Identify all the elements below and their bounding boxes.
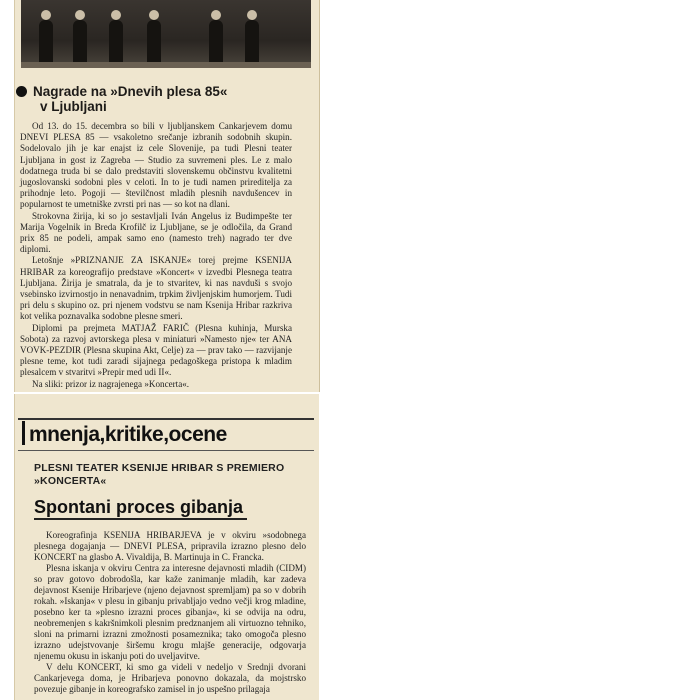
bullet-icon	[16, 86, 27, 97]
stage-floor	[21, 62, 311, 68]
article1-paragraph: Letošnje »PRIZNANJE ZA ISKANJE« torej prejme KSENIJA HRIBAR za koreografijo predstave »Koncert« v izvedbi Plesnega teatra Ljubljana. Žirija je smatrala, da je to stvaritev, ki nas navduši s svojo vsebinsko izvirnostjo in nenavadnim, trpkim življenjskim humorjem. Tudi pri delu s skupino oz. pri njenem vodstvu se nam Ksenija Hribar razkriva kot velika poznavalka sodobne plesne smeri.	[20, 255, 292, 322]
dance-photo	[21, 0, 311, 68]
headline-line2: v Ljubljani	[40, 99, 107, 114]
dancer-figure	[39, 20, 53, 64]
headline-line1: Nagrade na »Dnevih plesa 85«	[33, 84, 228, 99]
dancer-figure	[109, 20, 123, 64]
article2-paragraph: Plesna iskanja v okviru Centra za interesne dejavnosti mladih (CIDM) so prav gotovo dobrodošla, kar kaže zanimanje mladih, kar zadeva dejavnost Ksenije Hribarjeve (njeno dejavnost spremljam) pa so v dobrih rokah. »Iskanja« v plesu in gibanju privabljajo vedno večji krog mladine, posebno ker ta »plesno izrazni proces gibanja«, ki se odvija na odru, neobremenjen s kakršnimkoli plesnim predznanjem ali virtuozno tehniko, sloni na primarni izrazni zmožnosti posameznika; tako omogoča plesno izrazno udejstvovanje širšemu krogu mlajše generacije, odgovarja njenemu okusu in iskanju poti do uveljavitve.	[34, 563, 306, 661]
article2-kicker: PLESNI TEATER KSENIJE HRIBAR S PREMIERO »KONCERTA«	[34, 462, 285, 487]
article2-paragraph: Koreografinja KSENIJA HRIBARJEVA je v okviru »sodobnega plesnega dogajanja — DNEVI PLESA, pripravila izrazno plesno delo KONCERT na glasbo A. Vivaldija, B. Martinuja in C. Francka.	[34, 530, 306, 562]
article2-title: Spontani proces gibanja	[34, 496, 247, 520]
photo-caption: Na sliki: prizor iz nagrajenega »Koncerta«.	[32, 378, 190, 389]
article1-paragraph: Diplomi pa prejmeta MATJAŽ FARIČ (Plesna kuhinja, Murska Sobota) za razvoj avtorskega plesa v miniaturi »Namesto nje« ter ANA VOVK-PEZDIR (Plesna skupina Akt, Celje) za — prav tako — razvijanje plesne teme, kot tudi zaradi sijajnega pedagoškega pristopa k mladim plesalcem v stvaritvi »Prepir med udi II«.	[20, 322, 292, 378]
article1-body	[20, 121, 292, 390]
dancer-figure	[73, 20, 87, 64]
article2-paragraph: V delu KONCERT, ki smo ga videli v nedeljo v Srednji dvorani Cankarjevega doma, je Hribarjeva ponovno dokazala, da mojstrsko povezuje gibanje in koreografsko zamisel in jo uspešno prilagaja	[34, 662, 306, 694]
article1-headline	[16, 84, 296, 114]
section-banner	[18, 418, 314, 451]
article2-body	[34, 530, 306, 695]
section-label: mnenja,kritike,ocene	[29, 423, 227, 446]
article1-paragraph: Strokovna žirija, ki so jo sestavljali Iván Angelus iz Budimpešte ter Marija Vogelnik in Breda Krofilč iz Ljubljane, se je odločila, da Grand prix 85 ne podeli, ampak samo eno (namesto treh) nagrado ter dve diplomi.	[20, 210, 292, 255]
banner-bar	[22, 421, 25, 445]
article1-paragraph: Od 13. do 15. decembra so bili v ljubljanskem Cankarjevem domu DNEVI PLESA 85 — vsakoletno srečanje izbranih sodobnih skupin. Sodelovalo jih je kar enajst iz cele Slovenije, pa tudi Plesni teater Ljubljana in gost iz Zagreba — Studio za suvremeni ples. Le z malo dodatnega truda bi se dalo predstaviti slovenskemu občinstvu kvalitetni jugoslovanski sodobni ples v celoti. In to je tudi namen prireditelja za prihodnje leto. Pogoji — številčnost mladih plesnih navdušencev in popularnost te umetniške zvrsti pri nas — so kot na dlani.	[20, 121, 292, 210]
dancer-figure	[209, 20, 223, 64]
dancer-figure	[245, 20, 259, 64]
dancer-figure	[147, 20, 161, 64]
